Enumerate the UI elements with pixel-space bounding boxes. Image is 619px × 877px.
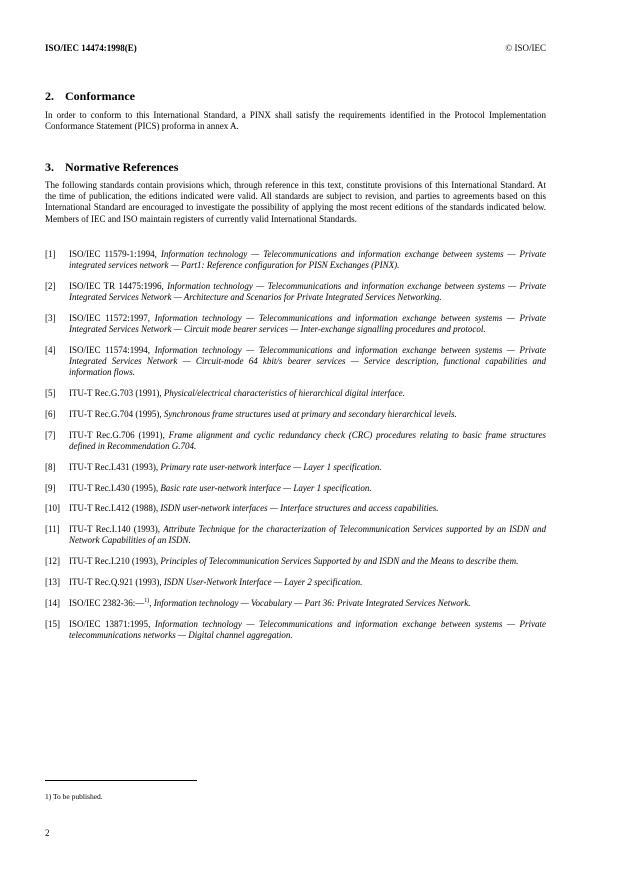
reference-title: Basic rate user-network interface — Layer 1 specification .: [160, 483, 371, 493]
reference-number: [14]: [45, 597, 60, 608]
reference-text: [69, 430, 546, 452]
reference-standard-id: ISO/IEC 13871:1995: [69, 618, 149, 629]
reference-standard-id: ITU-T Rec.I.412 (1988): [69, 503, 156, 514]
reference-title: ISDN User-Network Interface — Layer 2 specification .: [164, 577, 363, 587]
reference-text: [69, 313, 546, 335]
reference-number: [13]: [45, 576, 60, 587]
document-id: ISO/IEC 14474:1998(E): [45, 43, 137, 53]
reference-number: [11]: [45, 524, 60, 535]
reference-number: [7]: [45, 429, 56, 440]
reference-item: [45, 619, 546, 641]
reference-number: [3]: [45, 313, 56, 323]
reference-number: [5]: [45, 388, 56, 399]
reference-title: Information technology — Telecommunications and information exchange between systems — Private telecommunications networks — Digital channel aggregation .: [69, 619, 546, 640]
reference-separator: [148, 345, 155, 355]
reference-title: Information technology — Telecommunications and information exchange between systems — Private Integrated Services Network — Circuit-mode 64 kbit/s bearer services — Service description, functional capabilities and information flows .: [69, 345, 546, 377]
reference-text: [69, 598, 546, 609]
reference-standard-id: ITU-T Rec.Q.921 (1993): [69, 576, 160, 587]
reference-number: [2]: [45, 281, 56, 291]
reference-item: [45, 313, 546, 335]
reference-text: [69, 619, 546, 641]
reference-standard-id: ISO/IEC TR 14475:1996: [69, 281, 162, 291]
reference-item: [45, 598, 546, 609]
reference-text: [69, 483, 546, 494]
section-title: Normative References: [65, 160, 179, 174]
reference-title: Information technology — Telecommunications and information exchange between systems — Private Integrated Services Network — Circuit mode bearer services — Inter-exchange signalling procedures and protocol .: [69, 313, 546, 334]
reference-item: [45, 503, 546, 514]
reference-standard-id: ISO/IEC 11572:1997: [69, 313, 148, 323]
reference-title: Attribute Technique for the characterization of Telecommunication Services supported by an ISDN and Network Capabilities of an ISDN .: [69, 524, 546, 545]
reference-text: [69, 524, 546, 546]
reference-standard-id: ISO/IEC 2382-36:—: [69, 597, 145, 608]
normative-references-heading: [45, 160, 178, 175]
reference-item: [45, 281, 546, 303]
reference-title: Frame alignment and cyclic redundancy check (CRC) procedures relating to basic frame structures defined in Recommendation G.704 .: [69, 430, 546, 451]
reference-number: [10]: [45, 503, 60, 514]
reference-standard-id: ITU-T Rec.I.210 (1993): [69, 556, 156, 567]
footnote: 1) To be published.: [45, 792, 103, 801]
reference-separator: [148, 619, 155, 629]
reference-text: [69, 556, 546, 567]
reference-number: [4]: [45, 345, 56, 355]
reference-standard-id: ITU-T Rec.I.431 (1993): [69, 461, 156, 472]
reference-number: [12]: [45, 556, 60, 567]
conformance-heading: [45, 89, 135, 104]
reference-item: [45, 483, 546, 494]
reference-item: [45, 388, 546, 399]
reference-text: [69, 462, 546, 473]
reference-title: Synchronous frame structures used at primary and secondary hierarchical levels .: [164, 409, 457, 419]
reference-item: [45, 409, 546, 420]
reference-separator: [148, 313, 155, 323]
normative-references-paragraph: The following standards contain provisions which, through reference in this text, constitute provisions of this International Standard. At the time of publication, the editions indicated were valid. All standards are subject to revision, and parties to agreements based on this International Standard are encouraged to investigate the possibility of applying the most recent editions of the standards indicated below. Members of IEC and ISO maintain registers of currently valid International Standards.: [45, 180, 546, 224]
reference-item: [45, 577, 546, 588]
reference-standard-id: ITU-T Rec.I.430 (1995): [69, 482, 156, 493]
reference-text: [69, 409, 546, 420]
reference-standard-id: ISO/IEC 11579-1:1994: [69, 249, 155, 259]
reference-title: Physical/electrical characteristics of hierarchical digital interface .: [164, 388, 405, 398]
section-number: 3.: [45, 160, 54, 174]
reference-title: Information technology — Telecommunications and information exchange between systems — Private integrated services network — Part1: Reference configuration for PISN Exchanges (PINX) .: [69, 249, 546, 270]
reference-item: [45, 249, 546, 271]
reference-number: [1]: [45, 249, 56, 259]
reference-text: [69, 249, 546, 271]
reference-standard-id: ITU-T Rec.I.140 (1993): [69, 524, 158, 535]
reference-text: [69, 503, 546, 514]
reference-text: [69, 281, 546, 303]
reference-item: [45, 462, 546, 473]
reference-standard-id: ISO/IEC 11574:1994: [69, 345, 148, 355]
reference-number: [15]: [45, 618, 60, 629]
conformance-paragraph: In order to conform to this International Standard, a PINX shall satisfy the requirements identified in the Protocol Implementation Conformance Statement (PICS) proforma in annex A.: [45, 110, 546, 132]
reference-number: [9]: [45, 482, 56, 493]
reference-title: Information technology — Vocabulary — Part 36: Private Integrated Services Network .: [154, 598, 471, 608]
reference-standard-id: ITU-T Rec.G.703 (1991): [69, 388, 160, 399]
reference-text: [69, 577, 546, 588]
page-header: [45, 43, 546, 55]
reference-title: Information technology — Telecommunications and information exchange between systems — Private Integrated Services Network — Architecture and Scenarios for Private Integrated Services Networking .: [69, 281, 546, 302]
reference-standard-id: ITU-T Rec.G.704 (1995): [69, 409, 160, 419]
reference-item: [45, 430, 546, 452]
reference-standard-id: ITU-T Rec.G.706 (1991): [69, 429, 163, 440]
section-title: Conformance: [65, 89, 135, 103]
page-number: 2: [45, 828, 50, 838]
reference-number: [8]: [45, 461, 56, 472]
reference-number: [6]: [45, 409, 56, 419]
footnote-marker: 1): [144, 597, 150, 604]
reference-title: ISDN user-network interfaces — Interface structures and access capabilities .: [160, 503, 438, 513]
reference-title: Primary rate user-network interface — Layer 1 specification .: [160, 462, 381, 472]
reference-text: [69, 388, 546, 399]
reference-item: [45, 556, 546, 567]
reference-list: [45, 249, 546, 651]
reference-title: Principles of Telecommunication Services Supported by and ISDN and the Means to describe them .: [160, 556, 518, 566]
reference-text: [69, 345, 546, 379]
footnote-separator: [45, 780, 197, 781]
reference-item: [45, 345, 546, 379]
reference-item: [45, 524, 546, 546]
section-number: 2.: [45, 89, 54, 103]
copyright-notice: © ISO/IEC: [505, 43, 546, 53]
